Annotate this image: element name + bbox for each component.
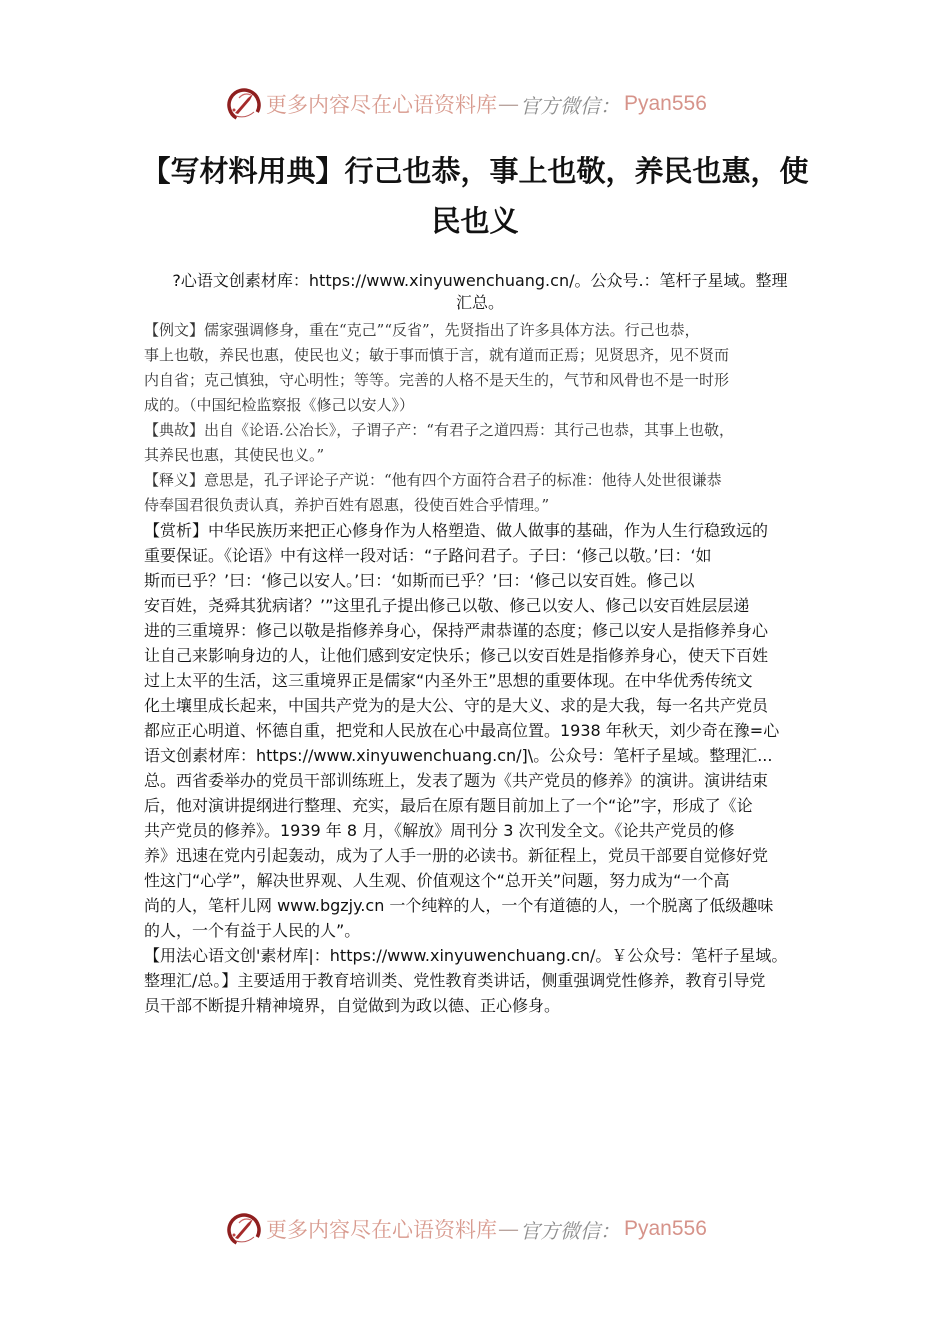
paragraph-line: 过上太平的生活，这三重境界正是儒家“内圣外王”思想的重要体现。在中华优秀传统文 bbox=[144, 671, 753, 690]
paragraph-line: 化土壤里成长起来，中国共产党为的是大公、守的是大义、求的是大我，每一名共产党员 bbox=[144, 696, 769, 715]
section-usage bbox=[144, 943, 824, 1018]
banner-wechat-label: 官方微信： bbox=[520, 1218, 620, 1243]
section-example bbox=[144, 318, 824, 418]
quill-pen-logo-icon bbox=[226, 86, 262, 122]
quill-pen-logo-icon bbox=[226, 1211, 262, 1247]
paragraph-line: 侍奉国君很负责认真，养护百姓有恩惠，役使百姓合乎情理。” bbox=[144, 496, 550, 514]
paragraph-line: 【例文】儒家强调修身，重在“克己”“反省”，先贤指出了许多具体方法。行己也恭， bbox=[144, 321, 700, 339]
source-note bbox=[140, 270, 820, 314]
paragraph-line: 安百姓，尧舜其犹病诸？’”这里孔子提出修己以敬、修己以安人、修己以安百姓层层递 bbox=[144, 596, 750, 615]
paragraph-line: 让自己来影响身边的人，让他们感到安定快乐；修己以安百姓是指修养身心，使天下百姓 bbox=[144, 646, 769, 665]
banner-dash: — bbox=[498, 1217, 519, 1241]
title-line: 【写材料用典】行己也恭，事上也敬，养民也惠，使 bbox=[141, 154, 809, 188]
paragraph-line: 斯而已乎？’曰：‘修己以安人。’曰：‘如斯而已乎？’曰：‘修己以安百姓。修己以 bbox=[144, 571, 695, 590]
section-analysis bbox=[144, 518, 824, 943]
paragraph-line: 尚的人，笔杆儿网 www.bgzjy.cn 一个纯粹的人，一个有道德的人，一个脱离了低级趣味 bbox=[144, 896, 774, 915]
banner-slogan: 更多内容尽在心语资料库 bbox=[266, 1218, 497, 1242]
title-line: 民也义 bbox=[431, 204, 519, 238]
section-allusion bbox=[144, 418, 824, 468]
paragraph-line: 成的。（中国纪检监察报《修己以安人》） bbox=[144, 396, 415, 414]
paragraph-line: 【典故】出自《论语.公冶长》，子谓子产：“有君子之道四焉：其行己也恭，其事上也敬， bbox=[144, 421, 734, 439]
paragraph-line: 重要保证。《论语》中有这样一段对话：“子路问君子。子曰：‘修己以敬。’曰：‘如 bbox=[144, 546, 712, 565]
paragraph-line: 内自省；克己慎独，守心明性；等等。完善的人格不是天生的，气节和风骨也不是一时形 bbox=[144, 371, 730, 389]
banner-slogan: 更多内容尽在心语资料库 bbox=[266, 93, 497, 117]
banner-dash: — bbox=[498, 92, 519, 116]
banner-wechat-id: Pyan556 bbox=[624, 92, 707, 115]
source-line: ?心语文创素材库：https://www.xinyuwenchuang.cn/。公众号.：笔杆子星域。整理 bbox=[172, 271, 788, 290]
banner-wechat-id: Pyan556 bbox=[624, 1217, 707, 1240]
paragraph-line: 进的三重境界：修己以敬是指修养身心，保持严肃恭谨的态度；修己以安人是指修养身心 bbox=[144, 621, 769, 640]
paragraph-line: 【用法心语文创'素材库|：https://www.xinyuwenchuang.cn/。￥公众号：笔杆子星域。 bbox=[144, 946, 788, 965]
paragraph-line: 都应正心明道、怀德自重，把党和人民放在心中最高位置。1938 年秋天，刘少奇在豫=心 bbox=[144, 721, 780, 740]
paragraph-line: 性这门“心学”，解决世界观、人生观、价值观这个“总开关”问题，努力成为“一个高 bbox=[144, 871, 730, 890]
paragraph-line: 后，他对演讲提纲进行整理、充实，最后在原有题目前加上了一个“论”字，形成了《论 bbox=[144, 796, 753, 815]
footer-banner bbox=[226, 1209, 726, 1249]
paragraph-line: 的人，一个有益于人民的人”。 bbox=[144, 921, 361, 940]
document-title bbox=[120, 146, 830, 246]
paragraph-line: 【释义】意思是，孔子评论子产说：“他有四个方面符合君子的标准：他待人处世很谦恭 bbox=[144, 471, 722, 489]
banner-wechat-label: 官方微信： bbox=[520, 93, 620, 118]
paragraph-line: 语文创素材库：https://www.xinyuwenchuang.cn/]\。公众号：笔杆子星域。整理汇... bbox=[144, 746, 773, 765]
paragraph-line: 整理汇/总。】主要适用于教育培训类、党性教育类讲话，侧重强调党性修养，教育引导党 bbox=[144, 971, 766, 990]
paragraph-line: 共产党员的修养》。1939 年 8 月，《解放》周刊分 3 次刊发全文。《论共产党员的修 bbox=[144, 821, 735, 840]
paragraph-line: 其养民也惠，其使民也义。” bbox=[144, 446, 325, 464]
header-banner bbox=[226, 84, 726, 124]
paragraph-line: 【赏析】中华民族历来把正心修身作为人格塑造、做人做事的基础，作为人生行稳致远的 bbox=[144, 521, 769, 540]
source-line: 汇总。 bbox=[455, 293, 504, 312]
paragraph-line: 员干部不断提升精神境界，自觉做到为政以德、正心修身。 bbox=[144, 996, 561, 1015]
paragraph-line: 事上也敬，养民也惠，使民也义；敏于事而慎于言，就有道而正焉；见贤思齐，见不贤而 bbox=[144, 346, 730, 364]
section-explanation bbox=[144, 468, 824, 518]
paragraph-line: 总。西省委举办的党员干部训练班上，发表了题为《共产党员的修养》的演讲。演讲结束 bbox=[144, 771, 769, 790]
paragraph-line: 养》迅速在党内引起轰动，成为了人手一册的必读书。新征程上，党员干部要自觉修好党 bbox=[144, 846, 769, 865]
